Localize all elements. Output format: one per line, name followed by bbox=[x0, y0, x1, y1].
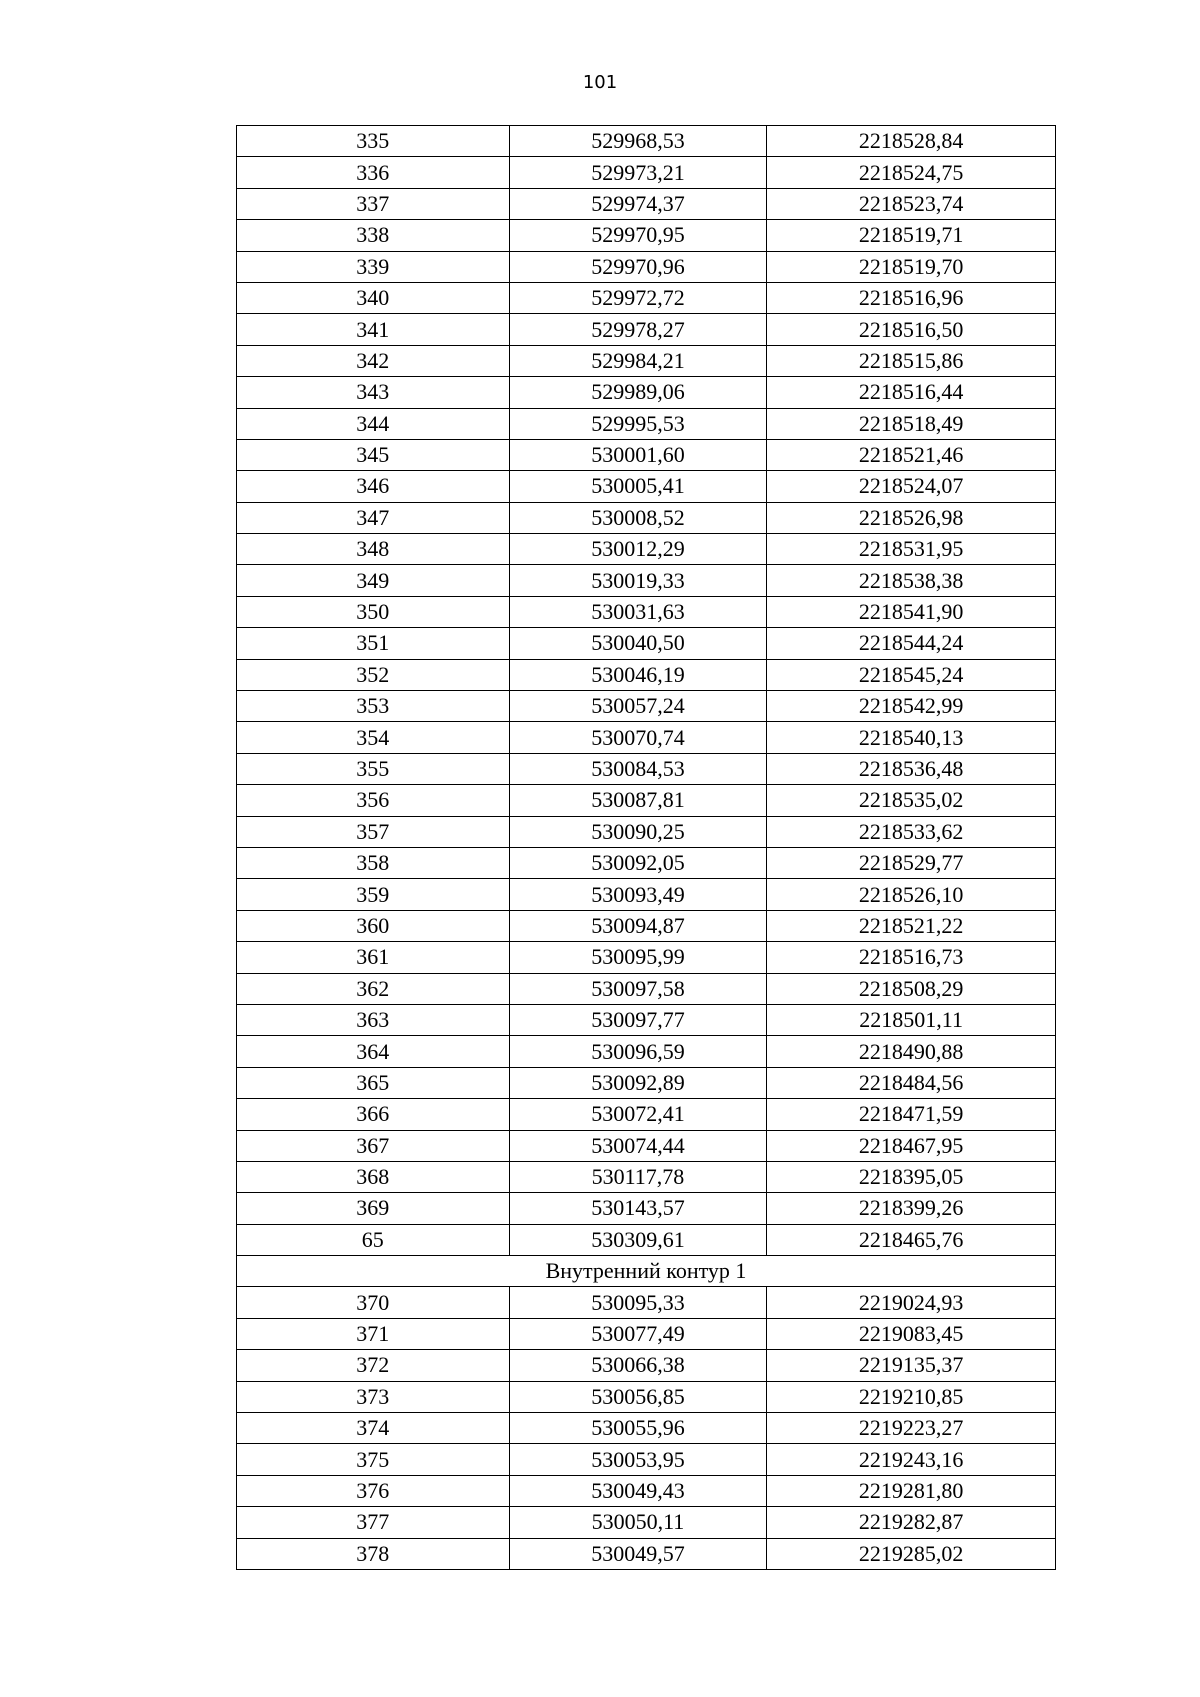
y-coordinate-cell: 2218521,22 bbox=[767, 910, 1056, 941]
table-row bbox=[237, 188, 1056, 219]
x-coordinate-cell: 530092,89 bbox=[509, 1067, 767, 1098]
x-coordinate-cell: 530055,96 bbox=[509, 1413, 767, 1444]
point-number-cell: 341 bbox=[237, 314, 510, 345]
point-number-cell: 349 bbox=[237, 565, 510, 596]
point-number-cell: 374 bbox=[237, 1413, 510, 1444]
point-number-cell: 337 bbox=[237, 188, 510, 219]
point-number-cell: 350 bbox=[237, 596, 510, 627]
x-coordinate-cell: 529968,53 bbox=[509, 126, 767, 157]
table-row bbox=[237, 973, 1056, 1004]
table-row bbox=[237, 785, 1056, 816]
y-coordinate-cell: 2218501,11 bbox=[767, 1004, 1056, 1035]
x-coordinate-cell: 529972,72 bbox=[509, 282, 767, 313]
table-row bbox=[237, 691, 1056, 722]
x-coordinate-cell: 530040,50 bbox=[509, 628, 767, 659]
x-coordinate-cell: 530053,95 bbox=[509, 1444, 767, 1475]
x-coordinate-cell: 530070,74 bbox=[509, 722, 767, 753]
y-coordinate-cell: 2219282,87 bbox=[767, 1507, 1056, 1538]
table-row bbox=[237, 847, 1056, 878]
point-number-cell: 375 bbox=[237, 1444, 510, 1475]
table-row bbox=[237, 1444, 1056, 1475]
x-coordinate-cell: 530005,41 bbox=[509, 471, 767, 502]
point-number-cell: 343 bbox=[237, 377, 510, 408]
coordinates-table bbox=[236, 125, 1056, 1570]
y-coordinate-cell: 2218528,84 bbox=[767, 126, 1056, 157]
y-coordinate-cell: 2218490,88 bbox=[767, 1036, 1056, 1067]
y-coordinate-cell: 2218516,44 bbox=[767, 377, 1056, 408]
table-row bbox=[237, 408, 1056, 439]
table-row bbox=[237, 220, 1056, 251]
point-number-cell: 335 bbox=[237, 126, 510, 157]
x-coordinate-cell: 529970,95 bbox=[509, 220, 767, 251]
y-coordinate-cell: 2218523,74 bbox=[767, 188, 1056, 219]
y-coordinate-cell: 2218395,05 bbox=[767, 1161, 1056, 1192]
table-row bbox=[237, 1538, 1056, 1569]
y-coordinate-cell: 2218519,70 bbox=[767, 251, 1056, 282]
y-coordinate-cell: 2218538,38 bbox=[767, 565, 1056, 596]
y-coordinate-cell: 2218529,77 bbox=[767, 847, 1056, 878]
table-row bbox=[237, 1004, 1056, 1035]
x-coordinate-cell: 530093,49 bbox=[509, 879, 767, 910]
y-coordinate-cell: 2218399,26 bbox=[767, 1193, 1056, 1224]
point-number-cell: 342 bbox=[237, 345, 510, 376]
x-coordinate-cell: 530309,61 bbox=[509, 1224, 767, 1255]
point-number-cell: 373 bbox=[237, 1381, 510, 1412]
x-coordinate-cell: 530001,60 bbox=[509, 439, 767, 470]
x-coordinate-cell: 529984,21 bbox=[509, 345, 767, 376]
y-coordinate-cell: 2219281,80 bbox=[767, 1475, 1056, 1506]
x-coordinate-cell: 529978,27 bbox=[509, 314, 767, 345]
point-number-cell: 355 bbox=[237, 753, 510, 784]
point-number-cell: 352 bbox=[237, 659, 510, 690]
y-coordinate-cell: 2219024,93 bbox=[767, 1287, 1056, 1318]
x-coordinate-cell: 530066,38 bbox=[509, 1350, 767, 1381]
x-coordinate-cell: 530097,77 bbox=[509, 1004, 767, 1035]
point-number-cell: 359 bbox=[237, 879, 510, 910]
y-coordinate-cell: 2218542,99 bbox=[767, 691, 1056, 722]
table-row bbox=[237, 345, 1056, 376]
table-row bbox=[237, 1350, 1056, 1381]
x-coordinate-cell: 530031,63 bbox=[509, 596, 767, 627]
y-coordinate-cell: 2218515,86 bbox=[767, 345, 1056, 376]
table-row bbox=[237, 1130, 1056, 1161]
table-row bbox=[237, 1413, 1056, 1444]
y-coordinate-cell: 2218533,62 bbox=[767, 816, 1056, 847]
table-row bbox=[237, 1193, 1056, 1224]
point-number-cell: 371 bbox=[237, 1318, 510, 1349]
x-coordinate-cell: 530019,33 bbox=[509, 565, 767, 596]
y-coordinate-cell: 2218524,07 bbox=[767, 471, 1056, 502]
y-coordinate-cell: 2218536,48 bbox=[767, 753, 1056, 784]
table-row bbox=[237, 942, 1056, 973]
table-row bbox=[237, 534, 1056, 565]
point-number-cell: 366 bbox=[237, 1099, 510, 1130]
y-coordinate-cell: 2218471,59 bbox=[767, 1099, 1056, 1130]
y-coordinate-cell: 2218531,95 bbox=[767, 534, 1056, 565]
point-number-cell: 377 bbox=[237, 1507, 510, 1538]
point-number-cell: 353 bbox=[237, 691, 510, 722]
point-number-cell: 378 bbox=[237, 1538, 510, 1569]
x-coordinate-cell: 530072,41 bbox=[509, 1099, 767, 1130]
y-coordinate-cell: 2218524,75 bbox=[767, 157, 1056, 188]
table-row bbox=[237, 1099, 1056, 1130]
x-coordinate-cell: 529995,53 bbox=[509, 408, 767, 439]
table-row bbox=[237, 157, 1056, 188]
x-coordinate-cell: 529970,96 bbox=[509, 251, 767, 282]
table-row bbox=[237, 1161, 1056, 1192]
point-number-cell: 358 bbox=[237, 847, 510, 878]
table-row bbox=[237, 1067, 1056, 1098]
point-number-cell: 364 bbox=[237, 1036, 510, 1067]
y-coordinate-cell: 2218467,95 bbox=[767, 1130, 1056, 1161]
y-coordinate-cell: 2218541,90 bbox=[767, 596, 1056, 627]
x-coordinate-cell: 530012,29 bbox=[509, 534, 767, 565]
y-coordinate-cell: 2219210,85 bbox=[767, 1381, 1056, 1412]
y-coordinate-cell: 2218516,50 bbox=[767, 314, 1056, 345]
table-row bbox=[237, 910, 1056, 941]
x-coordinate-cell: 529973,21 bbox=[509, 157, 767, 188]
point-number-cell: 367 bbox=[237, 1130, 510, 1161]
x-coordinate-cell: 530092,05 bbox=[509, 847, 767, 878]
point-number-cell: 369 bbox=[237, 1193, 510, 1224]
y-coordinate-cell: 2218519,71 bbox=[767, 220, 1056, 251]
y-coordinate-cell: 2219223,27 bbox=[767, 1413, 1056, 1444]
x-coordinate-cell: 530143,57 bbox=[509, 1193, 767, 1224]
x-coordinate-cell: 530087,81 bbox=[509, 785, 767, 816]
table-row bbox=[237, 1475, 1056, 1506]
page-number: 101 bbox=[582, 72, 618, 93]
x-coordinate-cell: 530049,57 bbox=[509, 1538, 767, 1569]
table-row bbox=[237, 1507, 1056, 1538]
table-row bbox=[237, 753, 1056, 784]
point-number-cell: 346 bbox=[237, 471, 510, 502]
y-coordinate-cell: 2218484,56 bbox=[767, 1067, 1056, 1098]
x-coordinate-cell: 530117,78 bbox=[509, 1161, 767, 1192]
table-row bbox=[237, 314, 1056, 345]
y-coordinate-cell: 2218508,29 bbox=[767, 973, 1056, 1004]
x-coordinate-cell: 530095,99 bbox=[509, 942, 767, 973]
table-row bbox=[237, 282, 1056, 313]
y-coordinate-cell: 2218518,49 bbox=[767, 408, 1056, 439]
table-row bbox=[237, 1381, 1056, 1412]
table-row bbox=[237, 1036, 1056, 1067]
x-coordinate-cell: 530096,59 bbox=[509, 1036, 767, 1067]
table-row bbox=[237, 596, 1056, 627]
y-coordinate-cell: 2219135,37 bbox=[767, 1350, 1056, 1381]
table-row bbox=[237, 816, 1056, 847]
table-row bbox=[237, 659, 1056, 690]
point-number-cell: 345 bbox=[237, 439, 510, 470]
point-number-cell: 365 bbox=[237, 1067, 510, 1098]
table-row bbox=[237, 628, 1056, 659]
point-number-cell: 363 bbox=[237, 1004, 510, 1035]
point-number-cell: 354 bbox=[237, 722, 510, 753]
x-coordinate-cell: 530077,49 bbox=[509, 1318, 767, 1349]
x-coordinate-cell: 530095,33 bbox=[509, 1287, 767, 1318]
table-row bbox=[237, 126, 1056, 157]
table-row bbox=[237, 1224, 1056, 1255]
table-row bbox=[237, 1318, 1056, 1349]
y-coordinate-cell: 2218516,96 bbox=[767, 282, 1056, 313]
table-row bbox=[237, 722, 1056, 753]
x-coordinate-cell: 530050,11 bbox=[509, 1507, 767, 1538]
x-coordinate-cell: 530090,25 bbox=[509, 816, 767, 847]
section-title: Внутренний контур 1 bbox=[237, 1256, 1056, 1287]
table-row bbox=[237, 1287, 1056, 1318]
point-number-cell: 361 bbox=[237, 942, 510, 973]
y-coordinate-cell: 2218465,76 bbox=[767, 1224, 1056, 1255]
table-row bbox=[237, 439, 1056, 470]
table-row bbox=[237, 471, 1056, 502]
y-coordinate-cell: 2219083,45 bbox=[767, 1318, 1056, 1349]
point-number-cell: 370 bbox=[237, 1287, 510, 1318]
table-row bbox=[237, 502, 1056, 533]
x-coordinate-cell: 530094,87 bbox=[509, 910, 767, 941]
point-number-cell: 368 bbox=[237, 1161, 510, 1192]
point-number-cell: 372 bbox=[237, 1350, 510, 1381]
x-coordinate-cell: 530084,53 bbox=[509, 753, 767, 784]
point-number-cell: 376 bbox=[237, 1475, 510, 1506]
y-coordinate-cell: 2219285,02 bbox=[767, 1538, 1056, 1569]
point-number-cell: 348 bbox=[237, 534, 510, 565]
table-row bbox=[237, 879, 1056, 910]
y-coordinate-cell: 2218535,02 bbox=[767, 785, 1056, 816]
x-coordinate-cell: 529974,37 bbox=[509, 188, 767, 219]
x-coordinate-cell: 530046,19 bbox=[509, 659, 767, 690]
table-row bbox=[237, 251, 1056, 282]
x-coordinate-cell: 529989,06 bbox=[509, 377, 767, 408]
x-coordinate-cell: 530056,85 bbox=[509, 1381, 767, 1412]
y-coordinate-cell: 2219243,16 bbox=[767, 1444, 1056, 1475]
point-number-cell: 362 bbox=[237, 973, 510, 1004]
y-coordinate-cell: 2218526,98 bbox=[767, 502, 1056, 533]
section-header-row bbox=[237, 1256, 1056, 1287]
x-coordinate-cell: 530057,24 bbox=[509, 691, 767, 722]
y-coordinate-cell: 2218545,24 bbox=[767, 659, 1056, 690]
y-coordinate-cell: 2218540,13 bbox=[767, 722, 1056, 753]
point-number-cell: 339 bbox=[237, 251, 510, 282]
point-number-cell: 347 bbox=[237, 502, 510, 533]
y-coordinate-cell: 2218521,46 bbox=[767, 439, 1056, 470]
point-number-cell: 336 bbox=[237, 157, 510, 188]
x-coordinate-cell: 530008,52 bbox=[509, 502, 767, 533]
point-number-cell: 360 bbox=[237, 910, 510, 941]
point-number-cell: 65 bbox=[237, 1224, 510, 1255]
table-row bbox=[237, 565, 1056, 596]
point-number-cell: 356 bbox=[237, 785, 510, 816]
point-number-cell: 338 bbox=[237, 220, 510, 251]
y-coordinate-cell: 2218544,24 bbox=[767, 628, 1056, 659]
point-number-cell: 344 bbox=[237, 408, 510, 439]
x-coordinate-cell: 530074,44 bbox=[509, 1130, 767, 1161]
x-coordinate-cell: 530097,58 bbox=[509, 973, 767, 1004]
point-number-cell: 340 bbox=[237, 282, 510, 313]
x-coordinate-cell: 530049,43 bbox=[509, 1475, 767, 1506]
y-coordinate-cell: 2218516,73 bbox=[767, 942, 1056, 973]
point-number-cell: 351 bbox=[237, 628, 510, 659]
coordinates-table-body bbox=[237, 126, 1056, 1570]
point-number-cell: 357 bbox=[237, 816, 510, 847]
y-coordinate-cell: 2218526,10 bbox=[767, 879, 1056, 910]
table-row bbox=[237, 377, 1056, 408]
